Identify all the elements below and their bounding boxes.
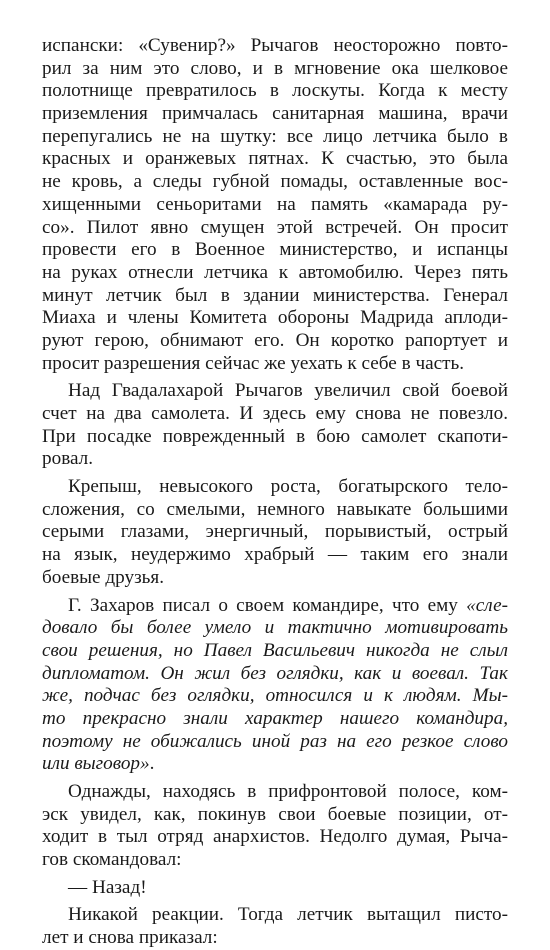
text-line [42,927,508,950]
text-line [42,663,508,686]
italic-quote-text: или выговор» [42,753,150,775]
text-line [42,640,508,663]
text-line [42,126,508,149]
text-run: Над Гвадалахарой Рычагов увеличил свой боевой [68,380,508,402]
text-run: счет на два самолета. И здесь ему снова не повезло. [42,403,508,424]
text-run: хищенными сеньоритами на память «камарада ру- [42,193,508,215]
text-run: полотнище превратилось в лоскуты. Когда к месту [42,80,508,102]
text-line [42,904,508,927]
text-line [42,731,508,754]
text-run: боевые друзья. [42,566,165,588]
text-line [42,148,508,171]
text-line [42,685,508,708]
text-line [42,476,508,499]
italic-quote-text: поэтому не обижались иной раз на его резкое слово [42,730,508,752]
italic-quote-text: то прекрасно знали характер нашего командира, [42,707,508,729]
text-run: гов скомандовал: [42,849,182,871]
paragraph [42,35,508,375]
text-run: . [149,753,155,775]
text-line [42,403,508,426]
text-line [42,35,508,58]
text-run: со». Пилот явно смущен этой встречей. Он просит [42,216,508,238]
italic-quote-text: дипломатом. Он жил без оглядки, как и воевал. Так [42,662,508,684]
text-line [42,380,508,403]
text-run: лет и снова приказал: [42,927,218,949]
text-line [42,194,508,217]
text-line [42,307,508,330]
text-run: на язык, неудержимо храбрый — таким его знали [42,544,508,566]
text-line [42,217,508,240]
text-line [42,103,508,126]
text-run: ровал. [42,448,94,470]
text-run: Крепыш, невысокого роста, богатырского тело- [68,476,508,498]
text-line [42,595,508,618]
text-line [42,877,508,900]
text-line [42,171,508,194]
text-line [42,617,508,640]
text-line [42,426,508,449]
text-line [42,448,508,471]
paragraph [42,904,508,949]
book-page [42,35,508,950]
text-line [42,499,508,522]
text-run: Однажды, находясь в прифронтовой полосе, ком- [68,781,508,802]
italic-quote-text: «сле- [466,594,508,616]
text-line [42,521,508,544]
text-run: сложения, со смелыми, немного навыкате большими [42,498,508,520]
text-run: эск увидел, как, покинув свои боевые позиции, от- [42,803,508,825]
text-line [42,239,508,262]
text-run: приземления примчалась санитарная машина, врачи [42,103,508,125]
text-run: Никакой реакции. Тогда летчик вытащил писто- [68,904,508,926]
text-run: красных и оранжевых пятнах. К счастью, это была [42,148,508,170]
text-line [42,753,508,776]
text-line [42,849,508,872]
text-run: минут летчик был в здании министерства. Генерал [42,284,508,306]
text-run: рил за ним это слово, и в мгновение ока шелковое [42,57,508,79]
text-run: Г. Захаров писал о своем командире, что ему [68,594,467,616]
text-run: Миаха и члены Комитета обороны Мадрида аплоди- [42,307,508,329]
text-run: на руках отнесли летчика к автомобилю. Через пять [42,261,508,283]
italic-quote-text: довало бы более умело и тактично мотивировать [42,617,508,639]
text-line [42,804,508,827]
text-line [42,80,508,103]
text-run: ходит в тыл отряд анархистов. Недолго думая, Рыча- [42,826,508,848]
text-run: испански: «Сувенир?» Рычагов неосторожно повто- [42,35,508,56]
text-line [42,353,508,376]
paragraph [42,877,508,900]
text-line [42,285,508,308]
text-run: провести его в Военное министерство, и испанцы [42,239,508,261]
text-run: — Назад! [68,876,147,898]
text-line [42,330,508,353]
text-run: При посадке поврежденный в бою самолет скапоти- [42,425,508,447]
italic-quote-text: свои решения, но Павел Васильевич никогда не слыл [42,639,508,661]
paragraph [42,595,508,777]
text-line [42,826,508,849]
text-line [42,262,508,285]
text-line [42,567,508,590]
italic-quote-text: же, подчас без оглядки, относился и к людям. Мы- [42,685,508,707]
paragraph [42,380,508,471]
paragraph [42,476,508,589]
text-run: перепугались не на шутку: все лицо летчика было в [42,125,508,147]
text-run: просит разрешения сейчас же уехать к себе в часть. [42,352,465,374]
text-run: серыми глазами, энергичный, порывистый, острый [42,521,508,543]
text-line [42,58,508,81]
text-run: руют герою, обнимают его. Он коротко рапортует и [42,329,508,351]
text-line [42,708,508,731]
paragraph [42,781,508,872]
text-line [42,544,508,567]
body-text [42,35,508,950]
text-line [42,781,508,804]
text-run: не кровь, а следы губной помады, оставленные вос- [42,171,508,193]
